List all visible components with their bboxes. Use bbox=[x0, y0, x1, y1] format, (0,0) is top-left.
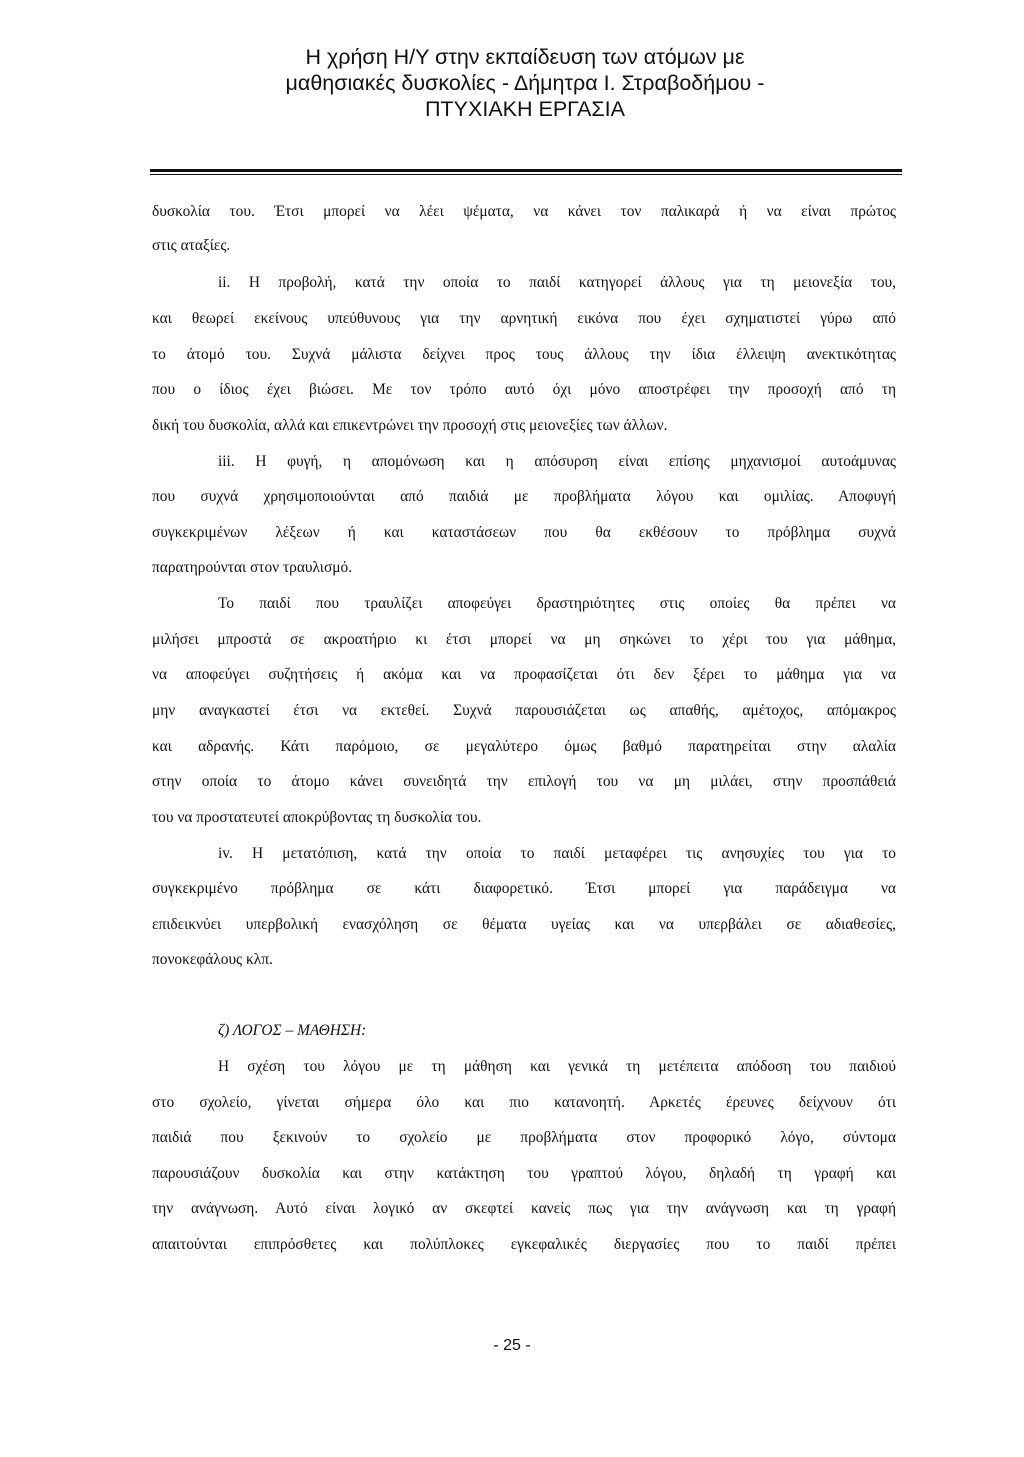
text-line: στις αταξίες. bbox=[152, 237, 231, 254]
text-line: πονοκεφάλους κλπ. bbox=[152, 951, 273, 968]
text-line: στο σχολείο, γίνεται σήμερα όλο και πιο κατανοητή. Αρκετές έρευνες δείχνουν ότι bbox=[152, 1094, 896, 1111]
text-line: παιδιά που ξεκινούν το σχολείο με προβλήματα στον προφορικό λόγο, σύντομα bbox=[152, 1129, 896, 1146]
text-line: και θεωρεί εκείνους υπεύθυνους για την αρνητική εικόνα που έχει σχηματιστεί γύρω από bbox=[152, 310, 896, 327]
list-item-ii: ii. Η προβολή, κατά την οποία το παιδί κατηγορεί άλλους για τη μειονεξία του, bbox=[218, 274, 896, 291]
text-line: συγκεκριμένων λέξεων ή και καταστάσεων που θα εκθέσουν το πρόβλημα συχνά bbox=[152, 524, 896, 541]
text-line: που ο ίδιος έχει βιώσει. Με τον τρόπο αυτό όχι μόνο αποστρέφει την προσοχή από τη bbox=[152, 381, 896, 398]
section-heading: ζ) ΛΟΓΟΣ – ΜΑΘΗΣΗ: bbox=[218, 1022, 367, 1039]
paragraph-start: Το παιδί που τραυλίζει αποφεύγει δραστηριότητες στις οποίες θα πρέπει να bbox=[218, 595, 896, 612]
header-rule-thick bbox=[150, 169, 902, 172]
text-line: συγκεκριμένο πρόβλημα σε κάτι διαφορετικό. Έτσι μπορεί για παράδειγμα να bbox=[152, 880, 896, 897]
header-line-3: ΠΤΥΧΙΑΚΗ ΕΡΓΑΣΙΑ bbox=[425, 97, 625, 121]
header-line-2: μαθησιακές δυσκολίες - Δήμητρα Ι. Στραβοδήμου - bbox=[285, 71, 765, 95]
text-line: απαιτούνται επιπρόσθετες και πολύπλοκες εγκεφαλικές διεργασίες που το παιδί πρέπει bbox=[152, 1236, 896, 1253]
list-item-iii: iii. Η φυγή, η απομόνωση και η απόσυρση είναι επίσης μηχανισμοί αυτοάμυνας bbox=[218, 453, 896, 470]
text-line: στην οποία το άτομο κάνει συνειδητά την επιλογή του να μη μιλάει, στην προσπάθειά bbox=[152, 773, 896, 790]
text-line: δυσκολία του. Έτσι μπορεί να λέει ψέματα, να κάνει τον παλικαρά ή να είναι πρώτος bbox=[152, 203, 896, 220]
text-line: να αποφεύγει συζητήσεις ή ακόμα και να προφασίζεται ότι δεν ξέρει το μάθημα για να bbox=[152, 666, 896, 683]
text-line: την ανάγνωση. Αυτό είναι λογικό αν σκεφτεί κανείς πως για την ανάγνωση και τη γραφή bbox=[152, 1200, 896, 1217]
text-line: και αδρανής. Κάτι παρόμοιο, σε μεγαλύτερο όμως βαθμό παρατηρείται στην αλαλία bbox=[152, 738, 896, 755]
text-line: παρουσιάζουν δυσκολία και στην κατάκτηση του γραπτού λόγου, δηλαδή τη γραφή και bbox=[152, 1165, 896, 1182]
list-item-iv: iv. Η μετατόπιση, κατά την οποία το παιδί μεταφέρει τις ανησυχίες του για το bbox=[218, 845, 896, 862]
text-line: επιδεικνύει υπερβολική ενασχόληση σε θέματα υγείας και να υπερβάλει σε αδιαθεσίες, bbox=[152, 916, 896, 933]
text-line: δική του δυσκολία, αλλά και επικεντρώνει την προσοχή στις μειονεξίες των άλλων. bbox=[152, 417, 668, 434]
text-line: το άτομό του. Συχνά μάλιστα δείχνει προς τους άλλους την ίδια έλλειψη ανεκτικότητας bbox=[152, 346, 896, 363]
paragraph-start: Η σχέση του λόγου με τη μάθηση και γενικά τη μετέπειτα απόδοση του παιδιού bbox=[218, 1058, 896, 1075]
text-line: παρατηρούνται στον τραυλισμό. bbox=[152, 559, 353, 576]
header-line-1: Η χρήση Η/Υ στην εκπαίδευση των ατόμων με bbox=[305, 45, 745, 69]
text-line: μιλήσει μπροστά σε ακροατήριο κι έτσι μπορεί να μη σηκώνει το χέρι του για μάθημα, bbox=[152, 631, 896, 648]
text-line: που συχνά χρησιμοποιούνται από παιδιά με προβλήματα λόγου και ομιλίας. Αποφυγή bbox=[152, 488, 896, 505]
text-line: μην αναγκαστεί έτσι να εκτεθεί. Συχνά παρουσιάζεται ως απαθής, αμέτοχος, απόμακρος bbox=[152, 702, 896, 719]
text-line: του να προστατευτεί αποκρύβοντας τη δυσκολία του. bbox=[152, 809, 482, 826]
header-rule-thin bbox=[150, 174, 902, 175]
running-header bbox=[150, 44, 900, 122]
page-number: - 25 - bbox=[493, 1337, 531, 1354]
